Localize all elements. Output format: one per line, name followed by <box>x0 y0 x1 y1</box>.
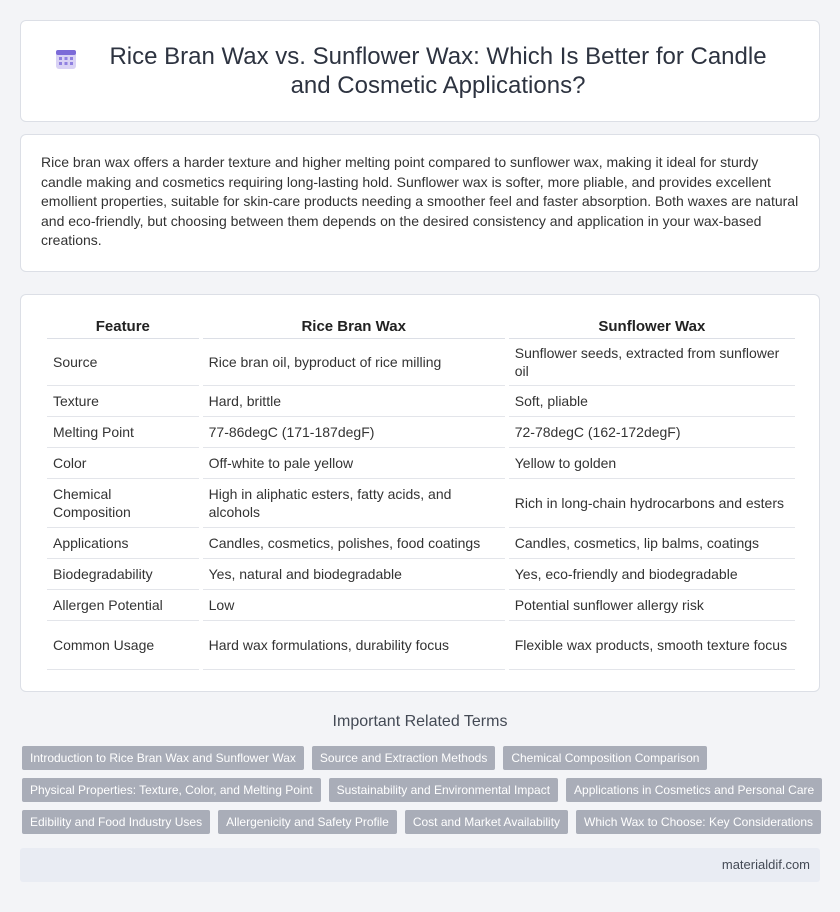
table-row <box>47 339 795 386</box>
feature-cell: Color <box>47 448 199 479</box>
column-header-feature: Feature <box>47 315 199 339</box>
related-term-tag[interactable]: Which Wax to Choose: Key Considerations <box>576 810 821 834</box>
related-term-tag[interactable]: Allergenicity and Safety Profile <box>218 810 397 834</box>
tag-row <box>22 746 822 770</box>
rice-bran-cell: Candles, cosmetics, polishes, food coatings <box>203 528 505 559</box>
sunflower-cell: Sunflower seeds, extracted from sunflower oil <box>509 339 795 386</box>
column-header-sunflower-wax: Sunflower Wax <box>509 315 795 339</box>
feature-cell: Applications <box>47 528 199 559</box>
rice-bran-cell: Low <box>203 590 505 621</box>
table-row <box>47 479 795 528</box>
related-term-tag[interactable]: Source and Extraction Methods <box>312 746 495 770</box>
sunflower-cell: Soft, pliable <box>509 386 795 417</box>
table-row <box>47 386 795 417</box>
feature-cell: Texture <box>47 386 199 417</box>
feature-cell: Allergen Potential <box>47 590 199 621</box>
sunflower-cell: 72-78degC (162-172degF) <box>509 417 795 448</box>
sunflower-cell: Yes, eco-friendly and biodegradable <box>509 559 795 590</box>
table-row <box>47 590 795 621</box>
related-term-tag[interactable]: Introduction to Rice Bran Wax and Sunflower Wax <box>22 746 304 770</box>
rice-bran-cell: Off-white to pale yellow <box>203 448 505 479</box>
comparison-table-card <box>20 294 820 692</box>
title-wrap <box>21 21 819 121</box>
sunflower-cell: Yellow to golden <box>509 448 795 479</box>
tag-row <box>22 778 822 802</box>
related-term-tag[interactable]: Applications in Cosmetics and Personal Care <box>566 778 822 802</box>
title-card <box>20 20 820 122</box>
table-row <box>47 621 795 670</box>
sunflower-cell: Rich in long-chain hydrocarbons and esters <box>509 479 795 528</box>
column-header-rice-bran-wax: Rice Bran Wax <box>203 315 505 339</box>
tag-row <box>22 810 822 834</box>
rice-bran-cell: 77-86degC (171-187degF) <box>203 417 505 448</box>
related-term-tag[interactable]: Chemical Composition Comparison <box>503 746 707 770</box>
feature-cell: Chemical Composition <box>47 479 199 528</box>
footer-site-name[interactable]: materialdif.com <box>721 857 810 872</box>
table-row <box>47 528 795 559</box>
table-header-row <box>47 315 795 339</box>
feature-cell: Biodegradability <box>47 559 199 590</box>
related-term-tag[interactable]: Sustainability and Environmental Impact <box>329 778 558 802</box>
sunflower-cell: Candles, cosmetics, lip balms, coatings <box>509 528 795 559</box>
table-row <box>47 448 795 479</box>
rice-bran-cell: Rice bran oil, byproduct of rice milling <box>203 339 505 386</box>
sunflower-cell: Potential sunflower allergy risk <box>509 590 795 621</box>
feature-cell: Source <box>47 339 199 386</box>
related-terms-heading: Important Related Terms <box>332 713 508 730</box>
rice-bran-cell: High in aliphatic esters, fatty acids, and alcohols <box>203 479 505 528</box>
sunflower-cell: Flexible wax products, smooth texture focus <box>509 621 795 670</box>
feature-cell: Melting Point <box>47 417 199 448</box>
related-term-tag[interactable]: Physical Properties: Texture, Color, and Melting Point <box>22 778 321 802</box>
rice-bran-cell: Hard wax formulations, durability focus <box>203 621 505 670</box>
feature-cell: Common Usage <box>47 621 199 670</box>
intro-card <box>20 134 820 272</box>
table-row <box>47 559 795 590</box>
related-terms-tags <box>22 746 822 842</box>
page-title: Rice Bran Wax vs. Sunflower Wax: Which Is Better for Candle and Cosmetic Applications? <box>109 43 767 99</box>
comparison-table <box>43 315 799 670</box>
rice-bran-cell: Hard, brittle <box>203 386 505 417</box>
intro-paragraph: Rice bran wax offers a harder texture and higher melting point compared to sunflower wax, making it ideal for sturdy candle making and cosmetics requiring long-lasting hold. Sunflower wax is softer, more pliable, and provides excellent emollient properties, suitable for skin-care products needing a smoother feel and faster absorption. Both waxes are natural and eco-friendly, but choosing between them depends on the desired consistency and application in your wax-based creations. <box>41 154 799 249</box>
rice-bran-cell: Yes, natural and biodegradable <box>203 559 505 590</box>
related-term-tag[interactable]: Cost and Market Availability <box>405 810 568 834</box>
footer-bar <box>20 848 820 882</box>
table-row <box>47 417 795 448</box>
related-term-tag[interactable]: Edibility and Food Industry Uses <box>22 810 210 834</box>
